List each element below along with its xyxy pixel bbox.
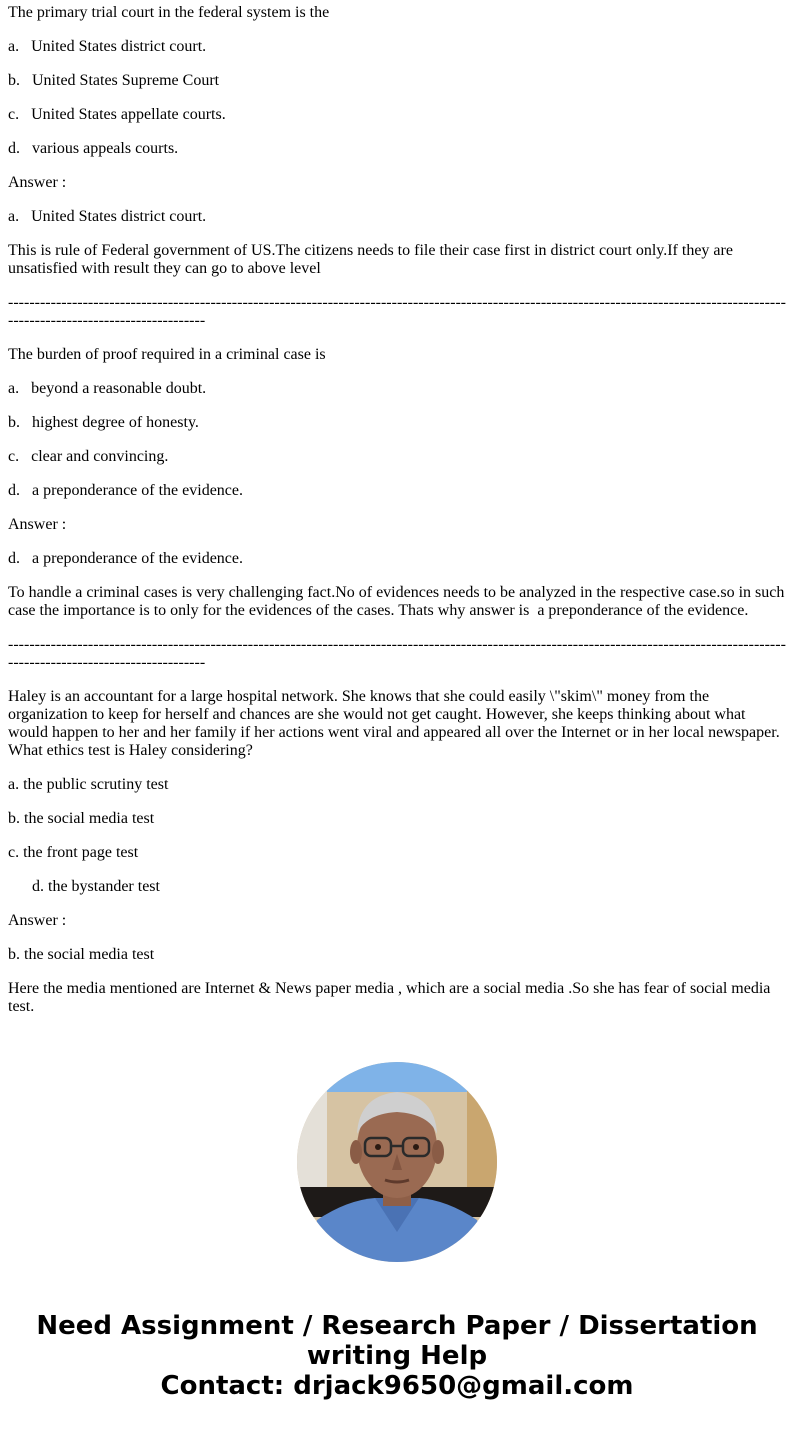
question-3-option-d: d. the bystander test [32, 878, 160, 895]
question-1-option-b: b. United States Supreme Court [8, 72, 220, 89]
question-3-option-b: b. the social media test [8, 810, 155, 827]
question-1-option-a: a. United States district court. [8, 38, 207, 55]
separator-1: --------------------------------------------------------------------------------------------------------------------------------------------------------------------------------------- [8, 294, 786, 329]
question-2-option-a: a. beyond a reasonable doubt. [8, 380, 207, 397]
question-2-option-c: c. clear and convincing. [8, 448, 169, 465]
question-2-answer-label: Answer : [8, 516, 67, 533]
question-1-answer-label: Answer : [8, 174, 67, 191]
question-3-option-c: c. the front page test [8, 844, 139, 861]
question-3-option-a: a. the public scrutiny test [8, 776, 169, 793]
question-1-text: The primary trial court in the federal system is the [8, 4, 330, 21]
question-1-answer: a. United States district court. [8, 208, 207, 225]
author-portrait-image [297, 1062, 497, 1262]
contact-footer [0, 1311, 794, 1401]
question-3-text: Haley is an accountant for a large hospital network. She knows that she could easily \"skim\" money from the organization to keep for herself and chances are she would not get caught. However, she keeps thinking about what would happen to her and her family if her actions went viral and appeared all over the Internet or in her local newspaper. What ethics test is Haley considering? [8, 688, 784, 759]
footer-line-2: writing Help [306, 1341, 488, 1371]
question-3-explanation: Here the media mentioned are Internet & News paper media , which are a social media .So she has fear of social media test. [8, 980, 775, 1015]
author-avatar [297, 1062, 497, 1262]
question-3-answer-label: Answer : [8, 912, 67, 929]
question-1-explanation: This is rule of Federal government of US.The citizens needs to file their case first in district court only.If they are unsatisfied with result they can go to above level [8, 242, 737, 277]
question-2-text: The burden of proof required in a criminal case is [8, 346, 326, 363]
question-1-option-d: d. various appeals courts. [8, 140, 179, 157]
separator-2: --------------------------------------------------------------------------------------------------------------------------------------------------------------------------------------- [8, 636, 786, 671]
question-2-answer: d. a preponderance of the evidence. [8, 550, 243, 567]
question-3-answer: b. the social media test [8, 946, 155, 963]
question-2-explanation: To handle a criminal cases is very challenging fact.No of evidences needs to be analyzed in the respective case.so in such case the importance is to only for the evidences of the cases. Thats why answer is a preponderance of the evidence. [8, 584, 789, 619]
footer-contact-email[interactable]: Contact: drjack9650@gmail.com [160, 1371, 634, 1401]
footer-line-1: Need Assignment / Research Paper / Dissertation [36, 1311, 758, 1341]
question-2-option-b: b. highest degree of honesty. [8, 414, 199, 431]
question-1-option-c: c. United States appellate courts. [8, 106, 226, 123]
question-2-option-d: d. a preponderance of the evidence. [8, 482, 243, 499]
